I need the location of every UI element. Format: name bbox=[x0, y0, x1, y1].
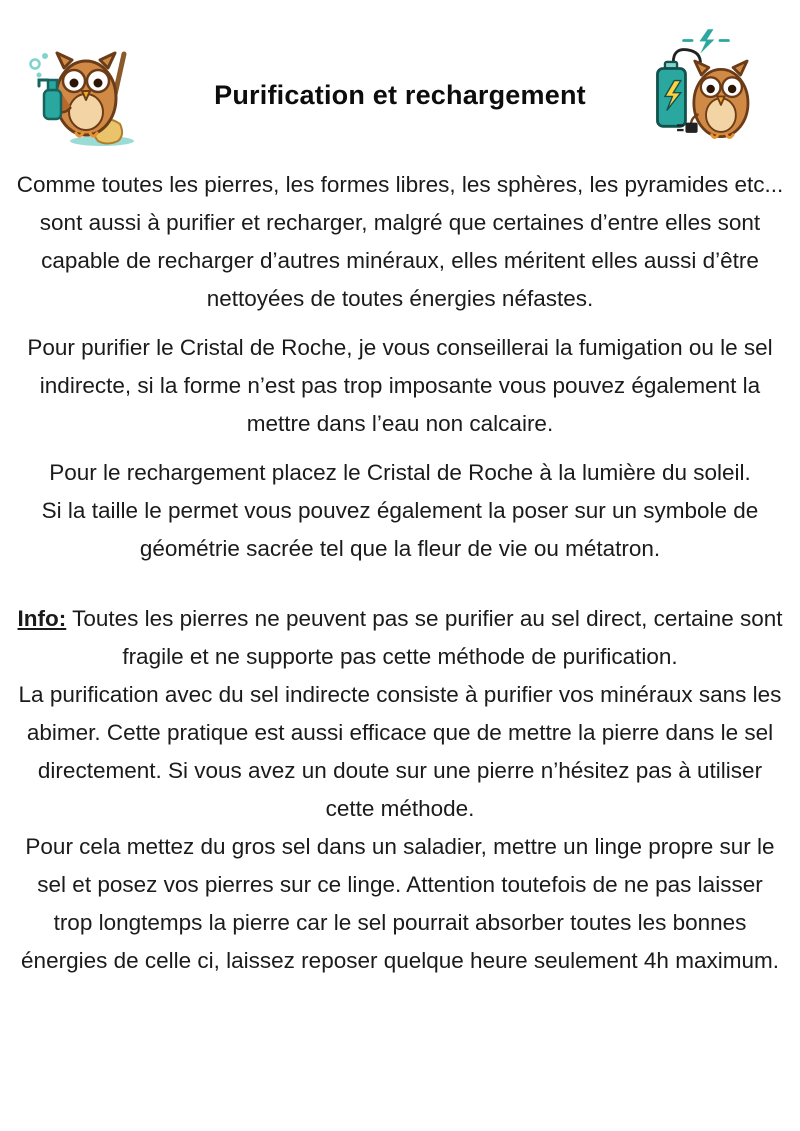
info-line-1-text: Toutes les pierres ne peuvent pas se purifier au sel direct, certaine sont fragile et ne supporte pas cette méthode de purification. bbox=[66, 606, 783, 669]
recharging-line-1: Pour le rechargement placez le Cristal de Roche à la lumière du soleil. bbox=[49, 460, 751, 485]
document-header bbox=[0, 0, 800, 152]
paragraph-recharging bbox=[16, 454, 784, 568]
paragraph-purification-methods: Pour purifier le Cristal de Roche, je vous conseillerai la fumigation ou le sel indirecte, si la forme n’est pas trop imposante vous pouvez également la mettre dans l’eau non calcaire. bbox=[27, 335, 773, 436]
paragraph-info bbox=[16, 600, 784, 980]
recharging-line-2: Si la taille le permet vous pouvez également la poser sur un symbole de géométrie sacrée tel que la fleur de vie ou métatron. bbox=[41, 498, 759, 561]
document-body bbox=[0, 152, 800, 980]
info-line-3: Pour cela mettez du gros sel dans un saladier, mettre un linge propre sur le sel et posez vos pierres sur ce linge. Attention toutefois de ne pas laisser trop longtemps la pierre car le sel pourrait absorber toutes les bonnes énergies de celle ci, laissez reposer quelque heure seulement 4h maximum. bbox=[21, 834, 779, 973]
info-line-1 bbox=[16, 600, 784, 676]
info-label: Info: bbox=[17, 606, 67, 631]
owl-charging-icon bbox=[650, 26, 762, 152]
paragraph-purify-all-stones: Comme toutes les pierres, les formes libres, les sphères, les pyramides etc... sont aussi à purifier et recharger, malgré que certaines d’entre elles sont capable de recharger d’autres minéraux, elles méritent elles aussi d’être nettoyées de toutes énergies néfastes. bbox=[16, 172, 784, 311]
info-line-2: La purification avec du sel indirecte consiste à purifier vos minéraux sans les abimer. Cette pratique est aussi efficace que de mettre la pierre dans le sel directement. Si vous avez un doute sur une pierre n’hésitez pas à utiliser cette méthode. bbox=[18, 682, 782, 821]
owl-charging-illustration bbox=[650, 26, 762, 152]
page-title: Purification et rechargement bbox=[214, 80, 586, 110]
